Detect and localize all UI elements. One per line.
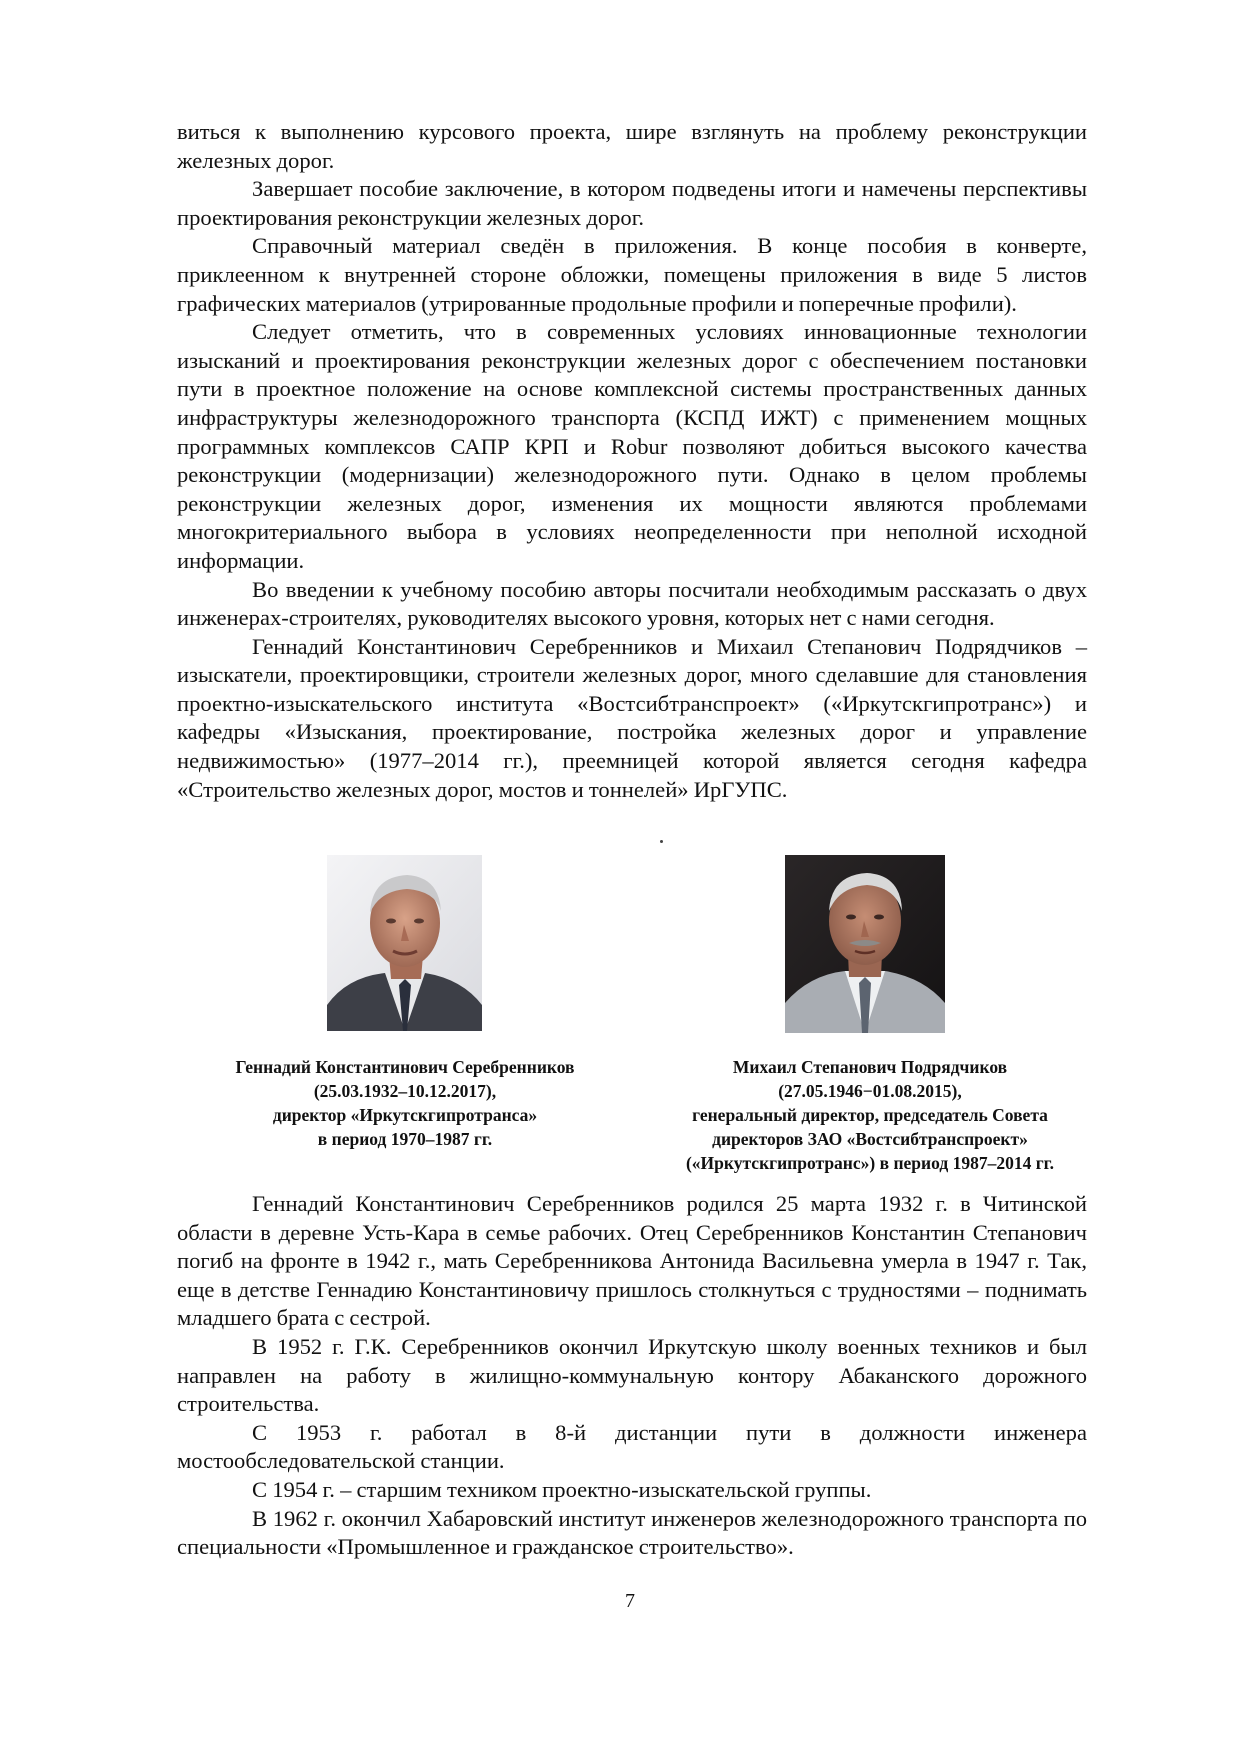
caption-line: Геннадий Константинович Серебренников [235, 1057, 575, 1077]
paragraph: Геннадий Константинович Серебренников и Михаил Степанович Подрядчиков – изыскатели, проектировщики, строители железных дорог, много сделавшие для становления проектно-изыскательского института «Востсибтранспроект» («Иркутскгипротранс») и кафедры «Изыскания, проектирование, постройка железных дорог и управление недвижимостью» (1977–2014 гг.), преемницей которой является сегодня кафедра «Строительство железных дорог, мостов и тоннелей» ИрГУПС. [177, 633, 1087, 802]
paragraph: В 1962 г. окончил Хабаровский институт инженеров железнодорожного транспорта по специальности «Промышленное и гражданское строительство». [177, 1505, 1087, 1560]
photo-caption-podryadchikov [640, 1055, 1100, 1175]
caption-line: («Иркутскгипротранс») в период 1987–2014 гг. [685, 1153, 1054, 1173]
paragraph: В 1952 г. Г.К. Серебренников окончил Иркутскую школу военных техников и был направлен на работу в жилищно-коммунальную контору Абаканского дорожного строительства. [177, 1333, 1087, 1417]
caption-line: Михаил Степанович Подрядчиков [732, 1057, 1008, 1077]
paragraph: Следует отметить, что в современных условиях инновационные технологии изысканий и проектирования реконструкции железных дорог с обеспечением постановки пути в проектное положение на основе комплексной системы пространственных данных инфраструктуры железнодорожного транспорта (КСПД ИЖТ) с применением мощных программных комплексов САПР КРП и Robur позволяют добиться высокого качества реконструкции (модернизации) железнодорожного пути. Однако в целом проблемы реконструкции железных дорог, изменения их мощности являются проблемами многокритериального выбора в условиях неопределенности при неполной исходной информации. [177, 319, 1087, 573]
paragraph: С 1953 г. работал в 8-й дистанции пути в должности инженера мостообследовательской станции. [177, 1419, 1087, 1474]
paragraph: Завершает пособие заключение, в котором подведены итоги и намечены перспективы проектирования реконструкции железных дорог. [177, 176, 1087, 230]
caption-line: директор «Иркутскгипротранса» [272, 1105, 538, 1125]
paragraph: Справочный материал сведён в приложения. В конце пособия в конверте, приклеенном к внутренней стороне обложки, помещены приложения в виде 5 листов графических материалов (утрированные продольные профили и поперечные профили). [177, 233, 1087, 316]
paragraph: Во введении к учебному пособию авторы посчитали необходимым рассказать о двух инженерах-строителях, руководителях высокого уровня, которых нет с нами сегодня. [177, 576, 1087, 631]
paragraph: виться к выполнению курсового проекта, шире взглянуть на проблему реконструкции железных дорог. [177, 119, 1087, 173]
caption-line: (27.05.1946−01.08.2015), [778, 1081, 962, 1101]
caption-line: генеральный директор, председатель Совета [692, 1105, 1048, 1125]
stray-dot [660, 840, 663, 843]
caption-line: в период 1970–1987 гг. [317, 1129, 493, 1149]
paragraph: С 1954 г. – старшим техником проектно-изыскательской группы. [252, 1476, 872, 1502]
photo-caption-serebrennikov [180, 1055, 630, 1151]
page-number: 7 [625, 1590, 635, 1612]
portrait-photo-serebrennikov [327, 855, 482, 1031]
portrait-photo-podryadchikov [785, 855, 945, 1033]
paragraph: Геннадий Константинович Серебренников родился 25 марта 1932 г. в Читинской области в деревне Усть-Кара в семье рабочих. Отец Серебренников Константин Степанович погиб на фронте в 1942 г., мать Серебренникова Антонида Васильевна умерла в 1947 г. Так, еще в детстве Геннадию Константиновичу пришлось столкнуться с трудностями – поднимать младшего брата с сестрой. [177, 1191, 1087, 1331]
body-text-top [177, 118, 1087, 804]
caption-line: (25.03.1932–10.12.2017), [313, 1081, 497, 1101]
body-text-bottom [177, 1190, 1087, 1562]
caption-line: директоров ЗАО «Востсибтранспроект» [712, 1129, 1028, 1149]
